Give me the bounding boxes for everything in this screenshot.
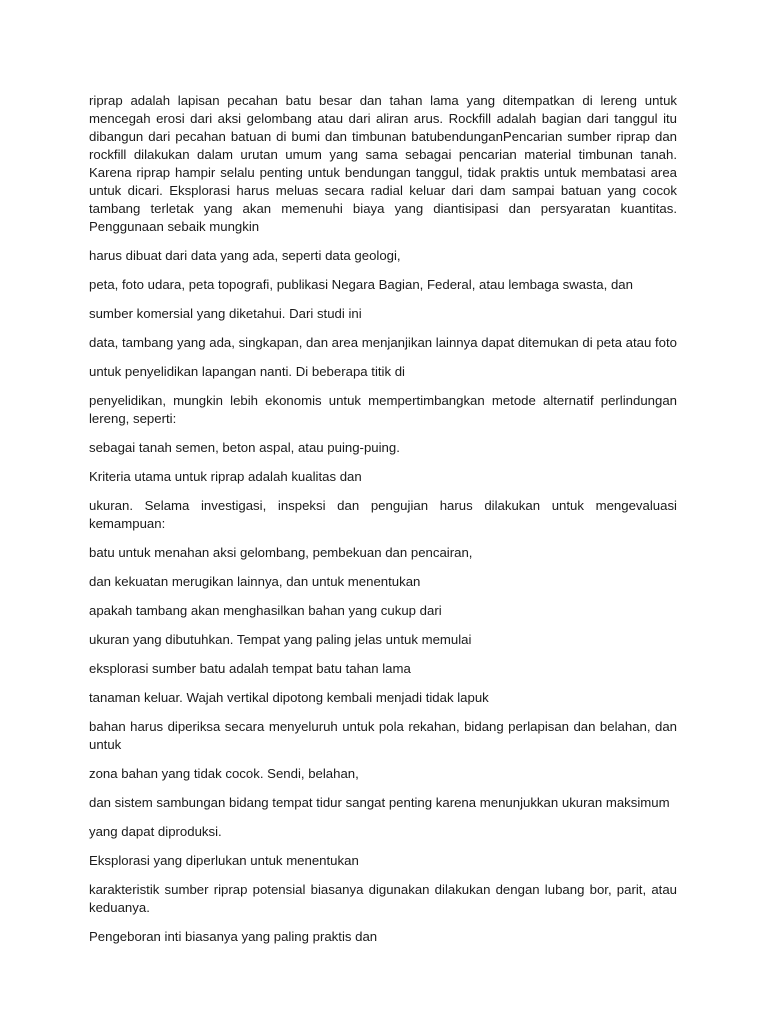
- paragraph-20: yang dapat diproduksi.: [89, 824, 222, 839]
- paragraph-10: ukuran. Selama investigasi, inspeksi dan pengujian harus dilakukan untuk mengevaluasi kemampuan:: [89, 498, 677, 531]
- paragraph-4: sumber komersial yang diketahui. Dari studi ini: [89, 306, 362, 321]
- paragraph-3: peta, foto udara, peta topografi, publikasi Negara Bagian, Federal, atau lembaga swasta, dan: [89, 277, 633, 292]
- paragraph-8: sebagai tanah semen, beton aspal, atau puing-puing.: [89, 440, 400, 455]
- paragraph-5: data, tambang yang ada, singkapan, dan area menjanjikan lainnya dapat ditemukan di peta atau foto: [89, 335, 677, 350]
- paragraph-23: Pengeboran inti biasanya yang paling praktis dan: [89, 929, 378, 944]
- paragraph-15: eksplorasi sumber batu adalah tempat batu tahan lama: [89, 661, 411, 676]
- paragraph-9: Kriteria utama untuk riprap adalah kualitas dan: [89, 469, 362, 484]
- paragraph-1: riprap adalah lapisan pecahan batu besar dan tahan lama yang ditempatkan di lereng untuk mencegah erosi dari aksi gelombang atau dari aliran arus. Rockfill adalah bagian dari tanggul itu dibangun dari pecahan batuan di bumi dan timbunan batubendunganPencarian sumber riprap dan rockfill dilakukan dalam urutan umum yang sama sebagai pencarian material timbunan tanah. Karena riprap hampir selalu penting untuk bendungan tanggul, tidak praktis untuk membatasi area untuk dicari. Eksplorasi harus meluas secara radial keluar dari dam sampai batuan yang cocok tambang terletak yang akan memenuhi biaya yang diantisipasi dan persyaratan kuantitas. Penggunaan sebaik mungkin: [89, 93, 677, 234]
- paragraph-12: dan kekuatan merugikan lainnya, dan untuk menentukan: [89, 574, 421, 589]
- paragraph-16: tanaman keluar. Wajah vertikal dipotong kembali menjadi tidak lapuk: [89, 690, 489, 705]
- paragraph-22: karakteristik sumber riprap potensial biasanya digunakan dilakukan dengan lubang bor, parit, atau keduanya.: [89, 882, 677, 915]
- paragraph-18: zona bahan yang tidak cocok. Sendi, belahan,: [89, 766, 359, 781]
- document-body: [89, 92, 677, 957]
- paragraph-19: dan sistem sambungan bidang tempat tidur sangat penting karena menunjukkan ukuran maksimum: [89, 795, 670, 810]
- paragraph-13: apakah tambang akan menghasilkan bahan yang cukup dari: [89, 603, 442, 618]
- paragraph-11: batu untuk menahan aksi gelombang, pembekuan dan pencairan,: [89, 545, 473, 560]
- paragraph-6: untuk penyelidikan lapangan nanti. Di beberapa titik di: [89, 364, 405, 379]
- paragraph-14: ukuran yang dibutuhkan. Tempat yang paling jelas untuk memulai: [89, 632, 472, 647]
- paragraph-21: Eksplorasi yang diperlukan untuk menentukan: [89, 853, 359, 868]
- paragraph-17: bahan harus diperiksa secara menyeluruh untuk pola rekahan, bidang perlapisan dan belahan, dan untuk: [89, 719, 677, 752]
- paragraph-2: harus dibuat dari data yang ada, seperti data geologi,: [89, 248, 401, 263]
- paragraph-7: penyelidikan, mungkin lebih ekonomis untuk mempertimbangkan metode alternatif perlindungan lereng, seperti:: [89, 393, 677, 426]
